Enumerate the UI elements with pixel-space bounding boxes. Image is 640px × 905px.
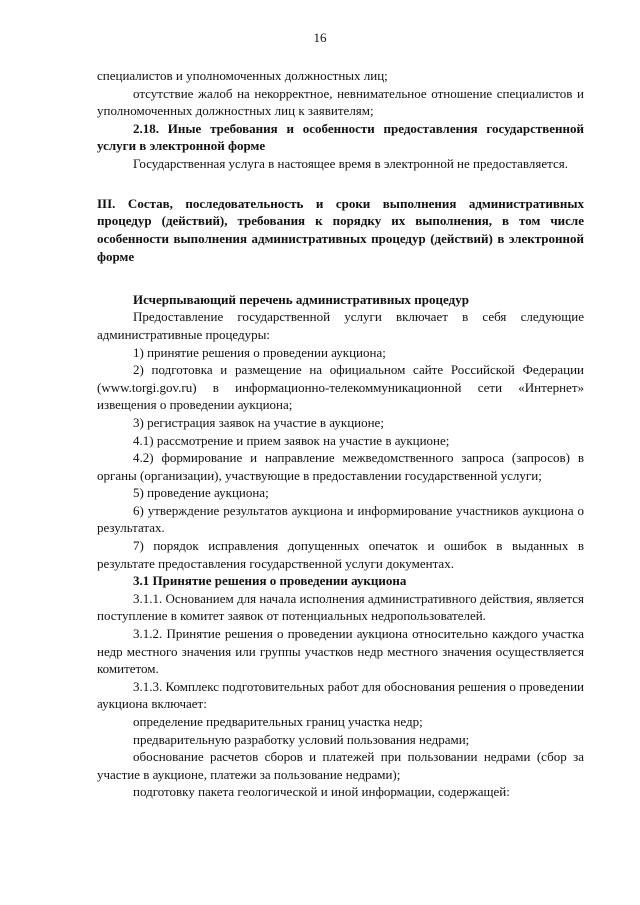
section-3-1-title: 3.1 Принятие решения о проведении аукциона bbox=[133, 573, 407, 589]
procedure-item: 3) регистрация заявок на участие в аукционе; bbox=[133, 414, 384, 430]
procedure-item: 4.2) формирование и направление межведомственного запроса (запросов) в органы (организации), участвующие в предоставлении государственной услуги; bbox=[97, 450, 584, 483]
document-body bbox=[97, 67, 584, 801]
preparatory-work-item: предварительную разработку условий пользования недрами; bbox=[133, 731, 470, 747]
page-number: 16 bbox=[313, 30, 327, 45]
procedure-item: 7) порядок исправления допущенных опечаток и ошибок в выданных в результате предоставления государственной услуги документах. bbox=[97, 538, 584, 571]
procedure-item: 6) утверждение результатов аукциона и информирование участников аукциона о результатах. bbox=[97, 502, 584, 536]
procedure-item: 2) подготовка и размещение на официальном сайте Российской Федерации (www.torgi.gov.ru) в информационно-телекоммуникационной сети «Интернет» извещения о проведении аукциона; bbox=[97, 362, 584, 413]
procedure-item: 5) проведение аукциона; bbox=[133, 485, 269, 501]
procedure-item: 1) принятие решения о проведении аукциона; bbox=[133, 344, 386, 360]
preparatory-work-item: определение предварительных границ участка недр; bbox=[133, 714, 423, 729]
preparatory-work-item: подготовку пакета геологической и иной информации, содержащей: bbox=[133, 784, 510, 800]
procedures-intro: Предоставление государственной услуги включает в себя следующие административные процедуры: bbox=[97, 309, 584, 342]
spacer bbox=[97, 173, 584, 195]
section-3-1-1: 3.1.1. Основанием для начала исполнения административного действия, является поступление в комитет заявок от потенциальных недропользователей. bbox=[97, 590, 585, 624]
section-3-1-2: 3.1.2. Принятие решения о проведении аукциона относительно каждого участка недр местного значения или группы участков недр местного значения осуществляется комитетом. bbox=[97, 626, 584, 677]
criterion-item: отсутствие жалоб на некорректное, невнимательное отношение специалистов и уполномоченных должностных лиц к заявителям; bbox=[97, 85, 584, 119]
preparatory-work-item: обоснование расчетов сборов и платежей при пользовании недрами (сбор за участие в аукционе, платежи за пользование недрами); bbox=[97, 749, 584, 782]
chapter-3-heading: III. Состав, последовательность и сроки выполнения административных процедур (действий), требования к порядку их выполнения, в том числе особенности выполнения административных процедур (действий) в электронной форме bbox=[97, 195, 584, 264]
section-2-18-text: Государственная услуга в настоящее время в электронной не предоставляется. bbox=[133, 155, 568, 171]
section-3-1-3: 3.1.3. Комплекс подготовительных работ для обоснования решения о проведении аукциона включает: bbox=[97, 678, 585, 712]
procedures-title: Исчерпывающий перечень административных процедур bbox=[133, 291, 469, 307]
procedure-item: 4.1) рассмотрение и прием заявок на участие в аукционе; bbox=[133, 432, 450, 448]
section-2-18-title: 2.18. Иные требования и особенности предоставления государственной услуги в электронной форме bbox=[97, 120, 584, 154]
spacer bbox=[97, 266, 584, 291]
continuation-line: специалистов и уполномоченных должностных лиц; bbox=[97, 68, 388, 83]
